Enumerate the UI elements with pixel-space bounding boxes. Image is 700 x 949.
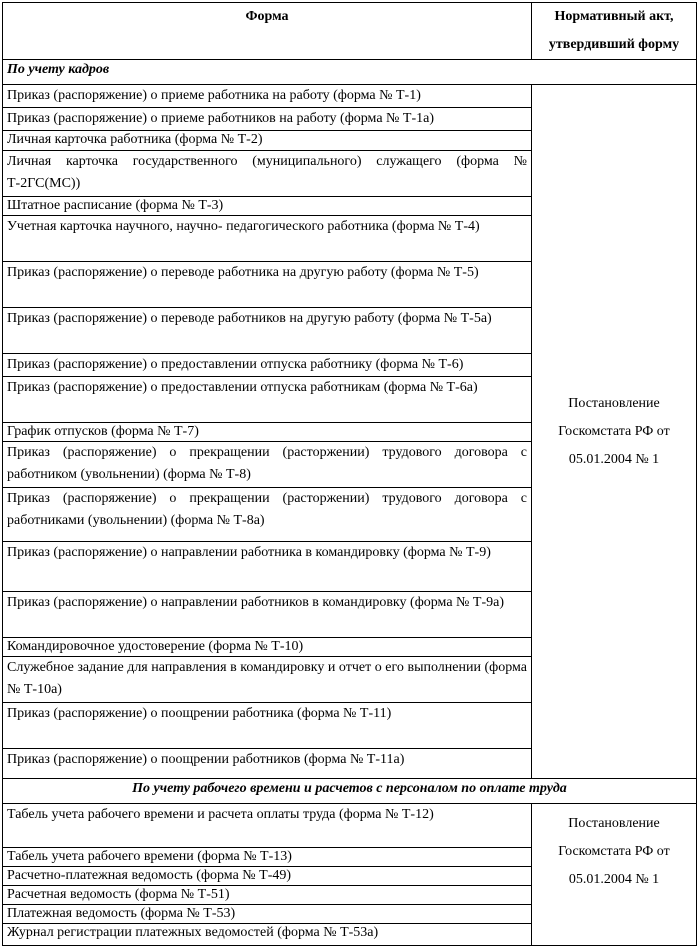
form-cell: Учетная карточка научного, научно- педагогического работника (форма № Т-4): [3, 216, 532, 262]
form-cell: Приказ (распоряжение) о предоставлении отпуска работникам (форма № Т-6а): [3, 377, 532, 423]
header-row: [3, 3, 697, 60]
form-cell: Штатное расписание (форма № Т-3): [3, 197, 532, 216]
form-cell: Расчетно-платежная ведомость (форма № Т-49): [3, 867, 532, 886]
form-cell: График отпусков (форма № Т-7): [3, 423, 532, 442]
form-cell: Приказ (распоряжение) о переводе работника на другую работу (форма № Т-5): [3, 262, 532, 308]
form-cell: Личная карточка работника (форма № Т-2): [3, 131, 532, 151]
form-cell: Приказ (распоряжение) о прекращении (расторжении) трудового договора с работниками (увольнении) (форма № Т-8а): [3, 488, 532, 542]
form-cell: Приказ (распоряжение) о приеме работников на работу (форма № Т-1а): [3, 108, 532, 131]
table-row: [3, 804, 697, 848]
form-cell: Приказ (распоряжение) о направлении работников в командировку (форма № Т-9а): [3, 592, 532, 638]
form-cell: Приказ (распоряжение) о поощрении работников (форма № Т-11а): [3, 749, 532, 779]
form-cell: Приказ (распоряжение) о приеме работника на работу (форма № Т-1): [3, 85, 532, 108]
form-cell: Расчетная ведомость (форма № Т-51): [3, 886, 532, 905]
form-cell: Табель учета рабочего времени (форма № Т-13): [3, 848, 532, 867]
section-row: [3, 779, 697, 804]
header-form: Форма: [3, 3, 532, 60]
form-cell: Приказ (распоряжение) о прекращении (расторжении) трудового договора с работником (увольнении) (форма № Т-8): [3, 442, 532, 488]
form-cell: Табель учета рабочего времени и расчета оплаты труда (форма № Т-12): [3, 804, 532, 848]
header-act: Нормативный акт, утвердивший форму: [532, 3, 697, 60]
form-cell: Приказ (распоряжение) о поощрении работника (форма № Т-11): [3, 703, 532, 749]
form-cell: Приказ (распоряжение) о переводе работников на другую работу (форма № Т-5а): [3, 308, 532, 354]
form-cell: Служебное задание для направления в командировку и отчет о его выполнении (форма № Т-10а): [3, 657, 532, 703]
form-cell: Журнал регистрации платежных ведомостей (форма № Т-53а): [3, 924, 532, 946]
section-row: [3, 60, 697, 85]
act-cell: Постановление Госкомстата РФ от 05.01.2004 № 1: [532, 804, 697, 946]
form-cell: Приказ (распоряжение) о направлении работника в командировку (форма № Т-9): [3, 542, 532, 592]
form-cell: Платежная ведомость (форма № Т-53): [3, 905, 532, 924]
section-title: По учету кадров: [3, 60, 697, 85]
table-row: [3, 85, 697, 108]
form-cell: Приказ (распоряжение) о предоставлении отпуска работнику (форма № Т-6): [3, 354, 532, 377]
form-cell: Командировочное удостоверение (форма № Т-10): [3, 638, 532, 657]
section-title: По учету рабочего времени и расчетов с персоналом по оплате труда: [3, 779, 697, 804]
forms-table: [2, 2, 697, 946]
act-cell: Постановление Госкомстата РФ от 05.01.2004 № 1: [532, 85, 697, 779]
form-cell: Личная карточка государственного (муниципального) служащего (форма № Т-2ГС(МС)): [3, 151, 532, 197]
